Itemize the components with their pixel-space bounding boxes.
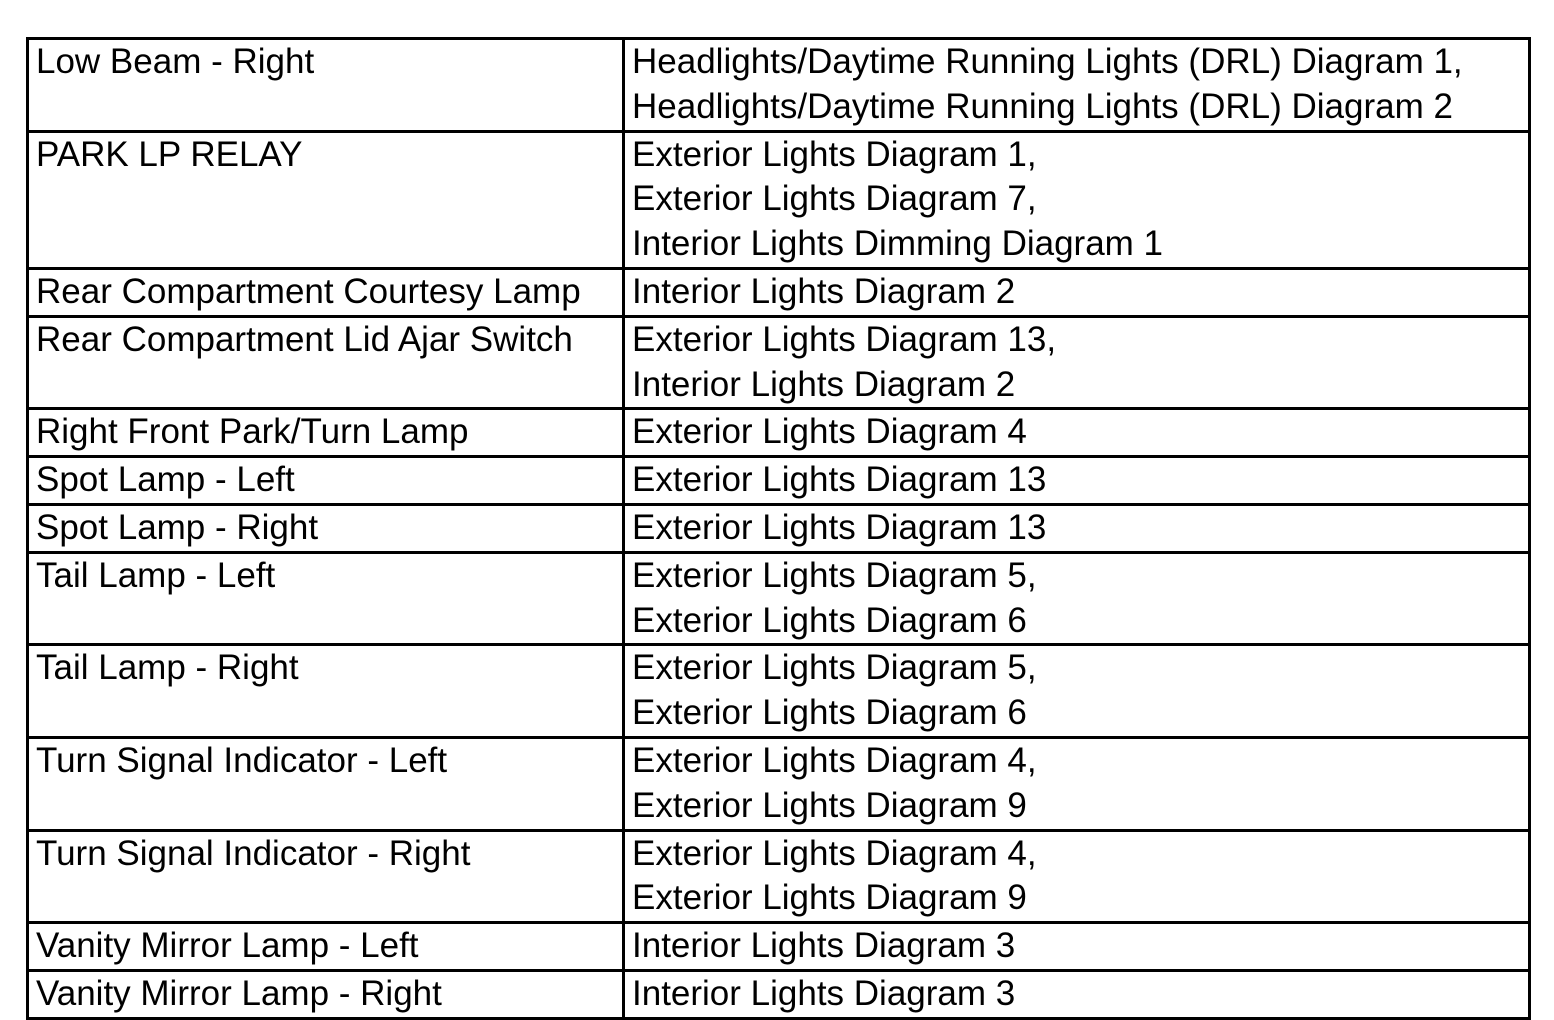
diagram-cell [624, 39, 1530, 132]
component-name: Right Front Park/Turn Lamp [36, 412, 469, 452]
diagram-link[interactable]: Exterior Lights Diagram 6 [632, 693, 1027, 733]
diagram-link[interactable]: Exterior Lights Diagram 9 [632, 878, 1027, 918]
table-row [28, 737, 1530, 830]
component-cell [28, 409, 624, 457]
diagram-cell [624, 830, 1530, 923]
component-cell [28, 645, 624, 738]
diagram-link[interactable]: Interior Lights Diagram 3 [632, 926, 1016, 966]
component-diagram-table [26, 37, 1531, 1020]
diagram-link[interactable]: Headlights/Daytime Running Lights (DRL) Diagram 2 [632, 86, 1453, 126]
diagram-link[interactable]: Exterior Lights Diagram 4, [632, 740, 1037, 780]
component-name: Rear Compartment Courtesy Lamp [36, 271, 581, 311]
diagram-cell [624, 552, 1530, 645]
table-body [28, 39, 1530, 1019]
diagram-cell [624, 645, 1530, 738]
table-row [28, 830, 1530, 923]
component-cell [28, 737, 624, 830]
component-cell [28, 268, 624, 316]
table-row [28, 923, 1530, 971]
diagram-link[interactable]: Exterior Lights Diagram 13 [632, 507, 1047, 547]
diagram-link[interactable]: Exterior Lights Diagram 4 [632, 412, 1027, 452]
component-cell [28, 39, 624, 132]
component-name: Spot Lamp - Left [36, 460, 295, 500]
component-cell [28, 923, 624, 971]
diagram-link[interactable]: Exterior Lights Diagram 1, [632, 134, 1037, 174]
table-row [28, 409, 1530, 457]
component-cell [28, 970, 624, 1018]
table-row [28, 457, 1530, 505]
diagram-cell [624, 457, 1530, 505]
table-row [28, 970, 1530, 1018]
component-cell [28, 457, 624, 505]
diagram-link[interactable]: Exterior Lights Diagram 5, [632, 648, 1037, 688]
diagram-link[interactable]: Exterior Lights Diagram 9 [632, 785, 1027, 825]
component-name: Tail Lamp - Right [36, 648, 299, 688]
diagram-link[interactable]: Exterior Lights Diagram 5, [632, 555, 1037, 595]
diagram-cell [624, 504, 1530, 552]
component-name: Rear Compartment Lid Ajar Switch [36, 319, 573, 359]
diagram-link[interactable]: Exterior Lights Diagram 13 [632, 460, 1047, 500]
component-cell [28, 316, 624, 409]
component-name: Spot Lamp - Right [36, 507, 319, 547]
component-cell [28, 830, 624, 923]
component-name: Turn Signal Indicator - Left [36, 740, 448, 780]
component-name: Low Beam - Right [36, 42, 315, 81]
diagram-link[interactable]: Exterior Lights Diagram 4, [632, 833, 1037, 873]
table-row [28, 504, 1530, 552]
diagram-cell [624, 409, 1530, 457]
component-name: PARK LP RELAY [36, 134, 303, 174]
diagram-cell [624, 923, 1530, 971]
component-name: Turn Signal Indicator - Right [36, 833, 471, 873]
diagram-link[interactable]: Exterior Lights Diagram 6 [632, 600, 1027, 640]
diagram-link[interactable]: Exterior Lights Diagram 7, [632, 179, 1037, 219]
diagram-link[interactable]: Interior Lights Diagram 3 [632, 973, 1016, 1013]
component-cell [28, 504, 624, 552]
component-name: Vanity Mirror Lamp - Right [36, 973, 442, 1013]
diagram-link[interactable]: Headlights/Daytime Running Lights (DRL) Diagram 1, [632, 42, 1463, 81]
diagram-cell [624, 316, 1530, 409]
diagram-cell [624, 970, 1530, 1018]
component-cell [28, 131, 624, 268]
diagram-link[interactable]: Exterior Lights Diagram 13, [632, 319, 1057, 359]
table-row [28, 268, 1530, 316]
diagram-link[interactable]: Interior Lights Diagram 2 [632, 271, 1016, 311]
table-row [28, 552, 1530, 645]
diagram-cell [624, 268, 1530, 316]
table-row [28, 131, 1530, 268]
component-cell [28, 552, 624, 645]
diagram-link[interactable]: Interior Lights Dimming Diagram 1 [632, 224, 1164, 264]
table-row [28, 645, 1530, 738]
component-name: Tail Lamp - Left [36, 555, 276, 595]
component-name: Vanity Mirror Lamp - Left [36, 926, 419, 966]
diagram-link[interactable]: Interior Lights Diagram 2 [632, 364, 1016, 404]
diagram-cell [624, 737, 1530, 830]
table-row [28, 316, 1530, 409]
table-row [28, 39, 1530, 132]
diagram-cell [624, 131, 1530, 268]
